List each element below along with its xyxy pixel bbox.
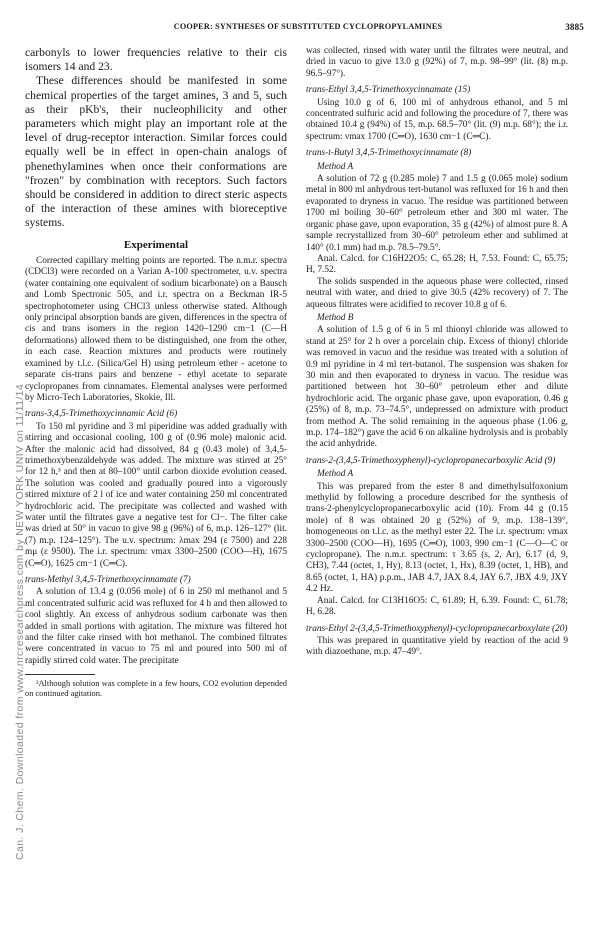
running-header: [0, 22, 616, 36]
body-paragraph: These differences should be manifested in some chemical properties of the target amines, 3 and 5, such as their pKb's, their nucleophilicity and other parameters which might play an important role at the level of drug-receptor interaction. Similar forces could equally well be in effect in open-chain analogs of phenethylamines when once their conformations are "frozen" by combination with receptors. Such factors should be considered in addition to direct steric aspects of the interaction of these amines with bioreceptive systems.: [25, 74, 287, 230]
left-column: [25, 46, 287, 699]
compound-heading-6: trans-3,4,5-Trimethoxycinnamic Acid (6): [25, 409, 178, 420]
analysis-paragraph: Anal. Calcd. for C13H16O5: C, 61.89; H, 6.39. Found: C, 61.78; H, 6.28.: [306, 595, 568, 618]
procedure-paragraph: The solids suspended in the aqueous phase were collected, rinsed neutral with water, and dried to give 30.5 (42% recovery) of 7. The aqueous filtrates were acidified to recover 10.8 g of 6.: [306, 276, 568, 310]
compound-heading-8: trans-t-Butyl 3,4,5-Trimethoxycinnamate (8): [306, 148, 472, 159]
download-watermark: [0, 60, 26, 860]
procedure-paragraph: A solution of 13.4 g (0.056 mole) of 6 in 250 ml methanol and 5 ml concentrated sulfuric acid was refluxed for 4 h and then allowed to cool slightly. An excess of anhydrous sodium carbonate was then added in small portions with agitation. The mixture was filtered hot and the filter cake rinsed with hot methanol. The combined filtrates were concentrated in vacuo to 75 ml and poured into 500 ml of rapidly stirred cold water. The precipitate: [25, 587, 287, 666]
procedure-paragraph: A solution of 72 g (0.285 mole) 7 and 1.5 g (0.065 mole) sodium metal in 800 ml anhydrous tert-butanol was refluxed for 16 h and then evaporated to dryness in vacuo. The residue was partitioned between 1700 ml boiling 30–60° petroleum ether and 300 ml water. The organic phase gave, upon evaporation, 35 g (42%) of almost pure 8. A sample recrystallized from 30–60° petroleum ether and sublimed at 140° (0.1 mm) had m.p. 78.5–79.5°.: [306, 174, 568, 253]
compound-heading-9: trans-2-(3,4,5-Trimethoxyphenyl)-cyclopropanecarboxylic Acid (9): [306, 455, 556, 466]
procedure-paragraph: This was prepared in quantitative yield by reaction of the acid 9 with diazoethane, m.p. 47–49°.: [306, 635, 568, 658]
analysis-paragraph: Anal. Calcd. for C16H22O5: C, 65.28; H, 7.53. Found: C, 65.75; H, 7.52.: [306, 253, 568, 276]
procedure-paragraph: This was prepared from the ester 8 and dimethylsulfoxonium methylid by following a procedure described for the synthesis of trans-2-phenylcyclopropanecarboxylic acid (10). From 44 g (0.15 mole) of 8 was obtained 20 g (52%) of 9, m.p. 138–139°, homogeneous on t.l.c. as the methyl ester 22. The i.r. spectrum: νmax 3300–2500 (COO—H), 1695 (C═O), 1003, 990 cm−1 (C—O—C or cyclopropane). The n.m.r. spectrum: τ 3.65 (s, 2, Ar), 6.17 (d, 9, CH3), 7.44 (octet, 1, Hy), 8.13 (octet, 1, Hx), 8.39 (octet, 1, HB), and 8.65 (octet, 1, HA) p.p.m., JAB 4.7, JAX 8.4, JAY 6.7, JBX 4.9, JXY 4.2 Hz.: [306, 481, 568, 595]
running-title: COOPER: SYNTHESES OF SUBSTITUTED CYCLOPROPYLAMINES: [173, 22, 443, 31]
section-heading-experimental: Experimental: [123, 238, 189, 251]
compound-heading-15: trans-Ethyl 3,4,5-Trimethoxycinnamate (15): [306, 85, 471, 96]
experimental-intro: Corrected capillary melting points are reported. The n.m.r. spectra (CDCl3) were recorded on a Varian A-100 spectrometer, u.v. spectra (water containing one equivalent of sodium bicarbonate) on a Bausch and Lomb Spectronic 505, and i.r. spectra on a Beckman IR-5 spectrophotometer using CHCl3 unless otherwise stated. Although only principal absorption bands are given, differences in the spectra of cis and trans isomers in the region 1420–1290 cm−1 (C—H deformations) allowed them to be distinguished, one from the other, in each case. Reaction mixtures and products were routinely examined by t.l.c. (Silica/Gel H) using petroleum ether - acetone to separate cis-trans pairs and benzene - ethyl acetate to separate cyclopropanes from cinnamates. Elemental analyses were performed by Micro-Tech Laboratories, Skokie, Ill.: [25, 256, 287, 403]
page-number: 3885: [565, 22, 584, 32]
compound-heading-20: trans-Ethyl 2-(3,4,5-Trimethoxyphenyl)-cyclopropanecarboxylate (20): [306, 623, 568, 634]
footnote: ³Although solution was complete in a few hours, CO2 evolution depended on continued agitation.: [25, 679, 287, 699]
right-column: [306, 46, 568, 659]
method-label: Method B: [317, 312, 354, 323]
procedure-paragraph: Using 10.0 g of 6, 100 ml of anhydrous ethanol, and 5 ml concentrated sulfuric acid and following the procedure of 7, there was obtained 10.4 g (94%) of 15, m.p. 68.5–70° (lit. (9) m.p. 68°); the i.r. spectrum: νmax 1700 (C═O), 1630 cm−1 (C═C).: [306, 97, 568, 142]
method-label: Method A: [317, 161, 354, 172]
procedure-paragraph: To 150 ml pyridine and 3 ml piperidine was added gradually with stirring and occasional cooling, 100 g of (0.96 mole) malonic acid. After the malonic acid had dissolved, 84 g (0.43 mole) of 3,4,5-trimethoxybenzaldehyde was added. The mixture was stirred at 25° for 12 h,³ and then at 80–100° until carbon dioxide evolution ceased. The solution was cooled and gradually poured into a vigorously stirred mixture of 2 l of ice and water containing 250 ml concentrated hydrochloric acid. The precipitate was collected and washed with water until the filtrates gave a negative test for Cl−. The filter cake was dried at 50° in vacuo to give 98 g (96%) of 6, m.p. 126–127° (lit. (7) m.p. 124–125°). The u.v. spectrum: λmax 294 (ε 7500) and 228 mμ (ε 9500). The i.r. spectrum: νmax 3300–2500 (COO—H), 1675 (C═O), 1625 cm−1 (C═C).: [25, 421, 287, 569]
method-label: Method A: [317, 469, 354, 480]
compound-heading-7: trans-Methyl 3,4,5-Trimethoxycinnamate (7): [25, 575, 191, 586]
procedure-paragraph: A solution of 1.5 g of 6 in 5 ml thionyl chloride was allowed to stand at 25° for 2 h over a porcelain chip. Excess of thionyl chloride was removed in vacuo and the residue was treated with a solution of 0.9 ml pyridine in 4 ml tert-butanol. The suspension was shaken for 30 min and then evaporated to dryness in vacuo. The residue was partitioned between hot 30–60° petroleum ether and dilute hydrochloric acid. The organic phase gave, upon evaporation, 0.46 g (25%) of 8, m.p. 73–74.5°, undepressed on admixture with product from method A. The solid remaining in the aqueous phase (1.06 g, m.p. 174–182°) gave the acid 6 on alkaline hydrolysis and is probably the acid anhydride.: [306, 325, 568, 450]
procedure-paragraph: was collected, rinsed with water until the filtrates were neutral, and dried in vacuo to give 13.0 g (92%) of 7, m.p. 98–99° (lit. (8) m.p. 96.5–97°).: [306, 46, 568, 79]
body-paragraph: carbonyls to lower frequencies relative to their cis isomers 14 and 23.: [25, 46, 287, 74]
footnote-rule: [25, 674, 95, 675]
watermark-text: Can. J. Chem. Downloaded from www.nrcresearchpress.com by NEW YORK UNIV on 11/11/14: [14, 383, 26, 860]
